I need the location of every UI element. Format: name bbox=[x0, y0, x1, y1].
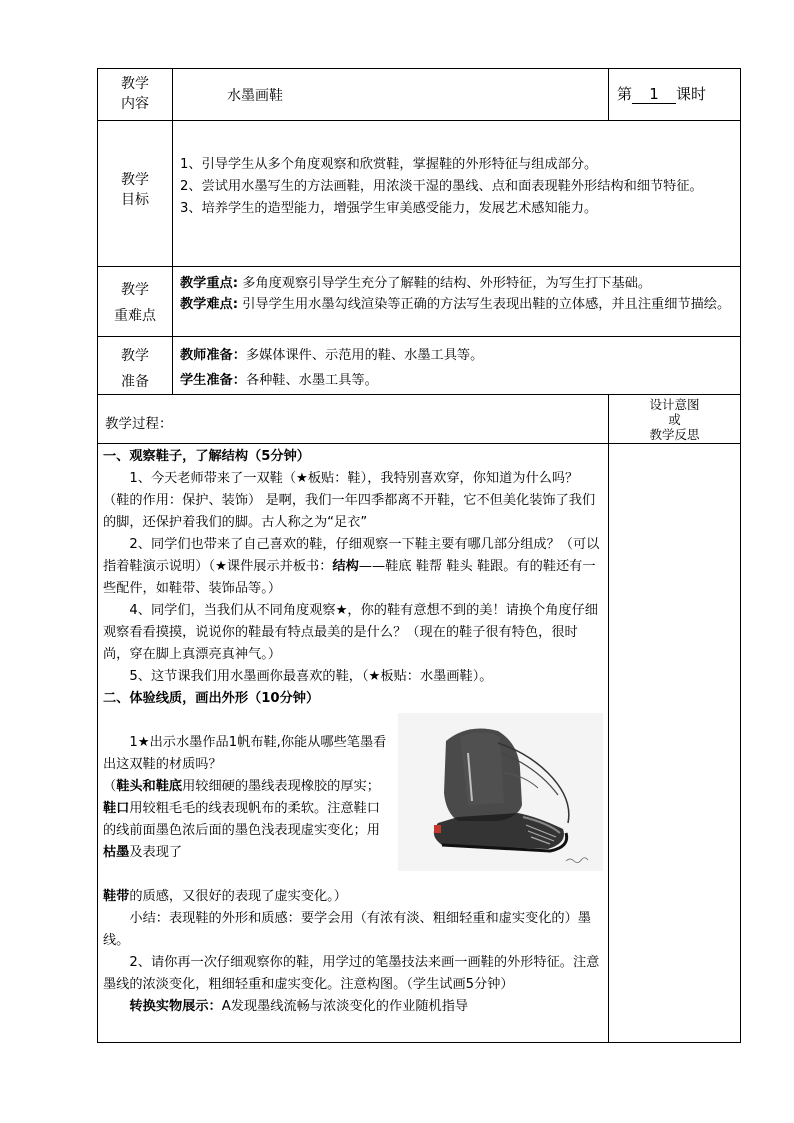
row-divider bbox=[97, 120, 741, 121]
row-divider bbox=[97, 394, 741, 395]
column-divider bbox=[172, 68, 173, 394]
shoe-illustration bbox=[398, 713, 603, 871]
key-points-text: 教学重点: 多角度观察引导学生充分了解鞋的结构、外形特征，为写生打下基础。 教学难点: 引导学生用水墨勾线渲染等正确的方法写生表现出鞋的立体感，并且注重细节描绘。 bbox=[180, 276, 731, 312]
row-divider bbox=[97, 443, 741, 444]
objective-item: 3、培养学生的造型能力，增强学生审美感受能力，发展艺术感知能力。 bbox=[180, 201, 598, 216]
table-border-top bbox=[97, 68, 741, 69]
process-label: 教学过程： bbox=[105, 416, 173, 432]
objectives-label: 教学目标 bbox=[121, 172, 149, 208]
objective-item: 2、尝试用水墨写生的方法画鞋，用浓淡干湿的墨线、点和面表现鞋外形结构和细节特征。 bbox=[180, 179, 703, 194]
process-section-2: 鞋带的质感，又很好的表现了虚实变化。） 小结：表现鞋的外形和质感：要学会用（有浓有淡、粗细轻重和虚实变化的）墨线。 2、请你再一次仔细观察你的鞋，用学过的笔墨技法来画一画鞋的外形特征。注意墨线的浓淡变化，粗细轻重和虚实变化。注意构图。（学生试画5分钟） 转换实物展示：A发现墨线流畅与浓淡变化的作业随机指导 bbox=[103, 889, 600, 1014]
table-border-right bbox=[740, 68, 741, 1043]
lesson-title: 水墨画鞋 bbox=[227, 88, 283, 104]
process-section-1: 一、观察鞋子，了解结构（5分钟） 1、今天老师带来了一双鞋（★板贴：鞋），我特别喜欢穿，你知道为什么吗？（鞋的作用：保护、装饰） 是啊，我们一年四季都离不开鞋，它不但美化装饰了我们的脚，还保护着我们的脚。古人称之为“足衣” 2、同学们也带来了自己喜欢的鞋，仔细观察一下鞋主要有哪几部分组成？（可以指着鞋演示说明）（★课件展示并板书：结构——鞋底 鞋帮 鞋头 鞋跟。有的鞋还有一些配件，如鞋带、装饰品等。） 4、同学们，当我们从不同角度观察★，你的鞋有意想不到的美！请换个角度仔细观察看看摸摸，说说你的鞋最有特点最美的是什么？（现在的鞋子很有特色，很时尚，穿在脚上真漂亮真神气。） 5、这节课我们用水墨画你最喜欢的鞋，（★板贴：水墨画鞋）。 二、体验线质，画出外形（10分钟） bbox=[103, 446, 604, 710]
lesson-number: 第 1 课时 bbox=[617, 85, 707, 103]
seal-stamp bbox=[434, 825, 441, 833]
key-points-label: 教学 重难点 bbox=[114, 282, 156, 324]
objectives-list bbox=[180, 154, 735, 220]
column-divider bbox=[608, 68, 609, 120]
design-intent-header: 设计意图 或 教学反思 bbox=[649, 397, 700, 442]
row-divider bbox=[97, 336, 741, 337]
objective-item: 1、引导学生从多个角度观察和欣赏鞋，掌握鞋的外形特征与组成部分。 bbox=[180, 157, 598, 172]
section-heading: 一、观察鞋子，了解结构（5分钟） bbox=[103, 449, 310, 464]
process-section-2-wrap: 1★出示水墨作品1帆布鞋,你能从哪些笔墨看出这双鞋的材质吗？ （鞋头和鞋底用较细硬的墨线表现橡胶的厚实；鞋口用较粗毛毛的线表现帆布的柔软。注意鞋口的线前面墨色浓后面的墨色浅表现虚实变化；用枯墨及表现了 bbox=[103, 735, 387, 860]
preparation-label: 教学 准备 bbox=[121, 348, 149, 390]
table-border-bottom bbox=[97, 1042, 741, 1043]
content-label: 教学内容 bbox=[121, 76, 149, 112]
section-heading: 二、体验线质，画出外形（10分钟） bbox=[103, 691, 320, 706]
preparation-text: 教师准备：多媒体课件、示范用的鞋、水墨工具等。 学生准备：各种鞋、水墨工具等。 bbox=[180, 348, 484, 388]
ink-shoe-painting bbox=[398, 713, 603, 871]
table-border-left bbox=[97, 68, 98, 1043]
lesson-plan-table bbox=[97, 68, 741, 1043]
column-divider bbox=[608, 394, 609, 1042]
row-divider bbox=[97, 266, 741, 267]
